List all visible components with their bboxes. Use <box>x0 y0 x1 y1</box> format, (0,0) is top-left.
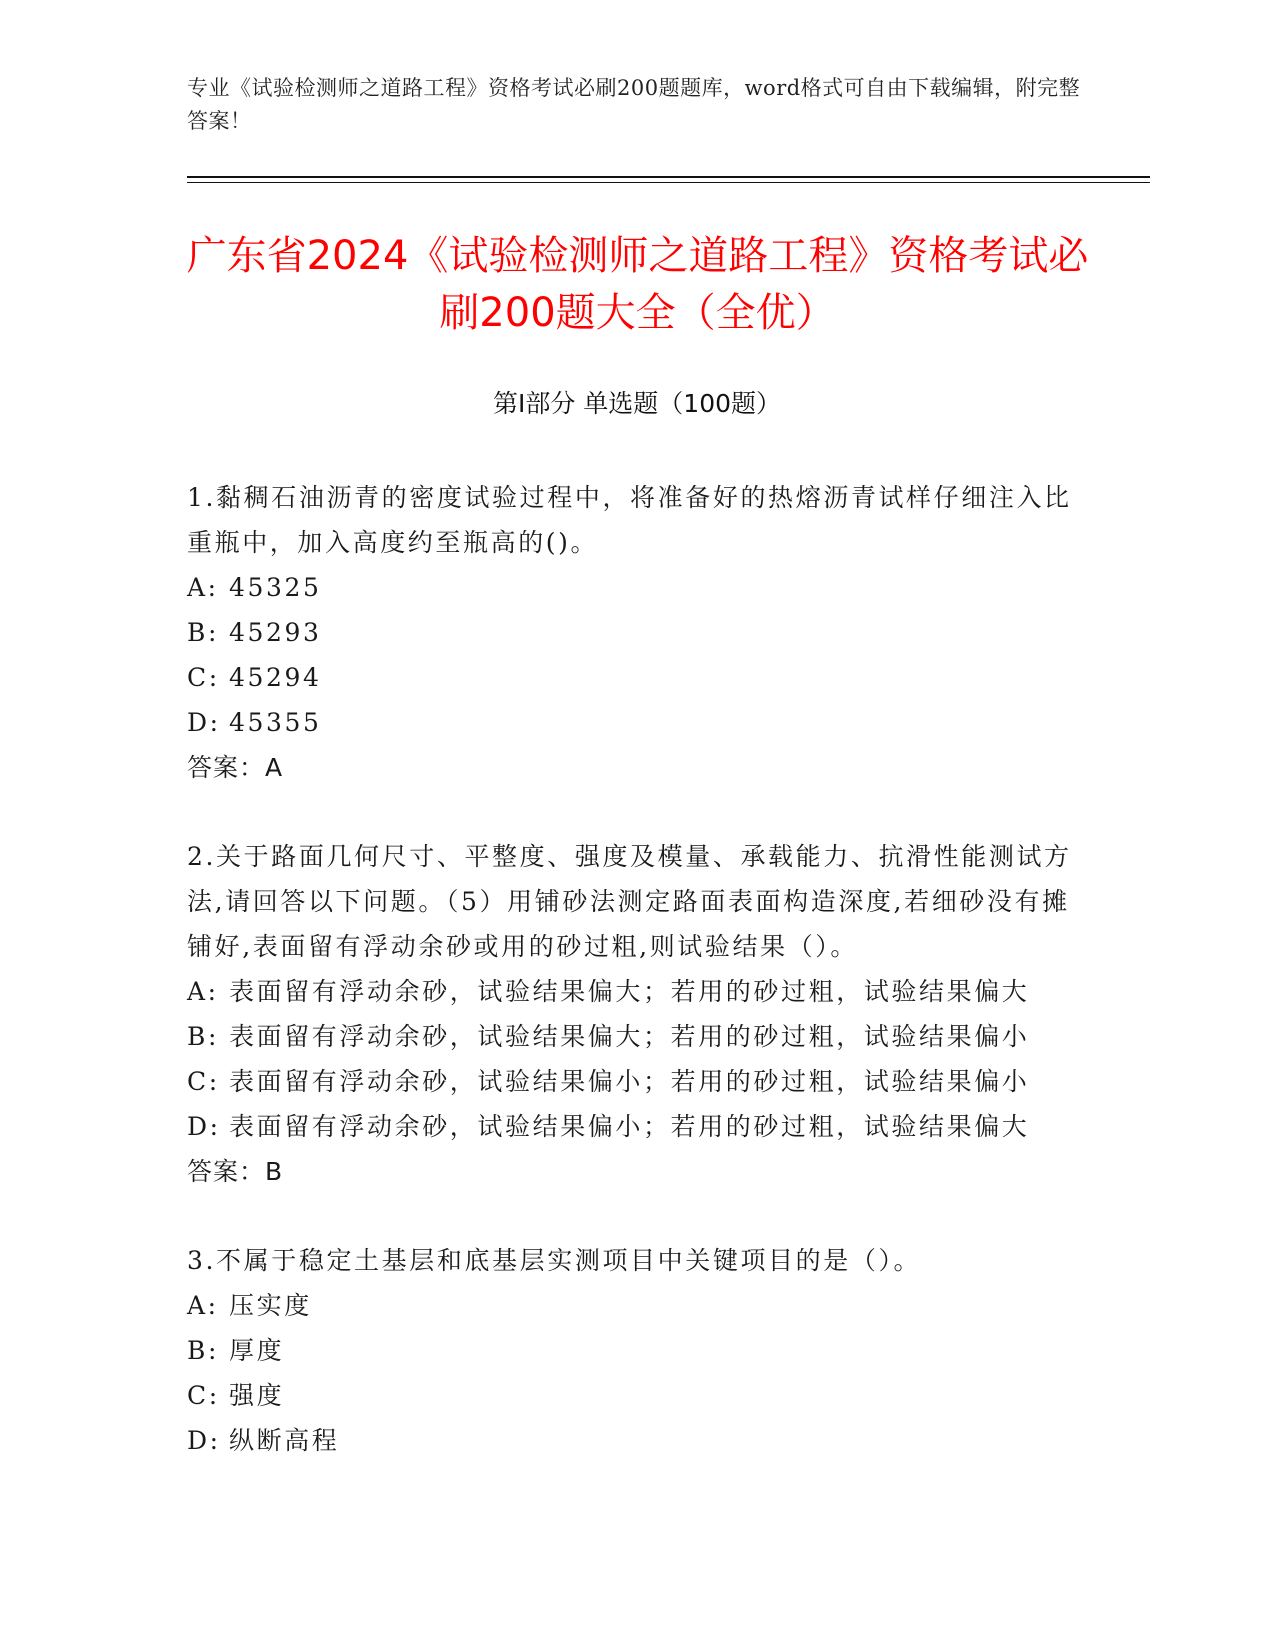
option-c <box>187 1373 1087 1418</box>
option-text: 表面留有浮动余砂，试验结果偏小；若用的砂过粗，试验结果偏大 <box>229 1112 1030 1141</box>
answer-line: 答案：A <box>187 753 284 782</box>
option-d <box>187 1104 1087 1149</box>
option-text: 45355 <box>229 708 322 737</box>
option-d <box>187 700 1087 745</box>
option-letter: C: <box>187 1381 220 1410</box>
document-title: 广东省2024《试验检测师之道路工程》资格考试必刷200题大全（全优） <box>186 233 1089 336</box>
question-stem: 1.黏稠石油沥青的密度试验过程中，将准备好的热熔沥青试样仔细注入比重瓶中，加入高度约至瓶高的()。 <box>187 483 1072 557</box>
option-b <box>187 610 1087 655</box>
question-3 <box>187 1238 1087 1463</box>
option-c <box>187 655 1087 700</box>
option-text: 纵断高程 <box>229 1426 340 1455</box>
option-letter: B: <box>187 1022 219 1051</box>
question-2 <box>187 834 1087 1194</box>
option-b <box>187 1328 1087 1373</box>
option-letter: C: <box>187 1067 220 1096</box>
option-b <box>187 1014 1087 1059</box>
answer-line: 答案：B <box>187 1157 284 1186</box>
question-1 <box>187 475 1087 790</box>
option-text: 厚度 <box>229 1336 285 1365</box>
question-list <box>187 475 1087 1507</box>
section-title: 第Ⅰ部分 单选题（100题） <box>492 389 782 418</box>
header-divider-thin <box>187 182 1150 183</box>
option-text: 45293 <box>229 618 322 647</box>
option-text: 45325 <box>229 573 322 602</box>
option-letter: D: <box>187 708 221 737</box>
header-divider-thick <box>187 176 1150 178</box>
question-stem: 3.不属于稳定土基层和底基层实测项目中关键项目的是（）。 <box>187 1246 922 1275</box>
option-a <box>187 969 1087 1014</box>
option-a <box>187 565 1087 610</box>
option-letter: C: <box>187 663 220 692</box>
option-letter: B: <box>187 618 219 647</box>
option-letter: D: <box>187 1112 221 1141</box>
option-text: 45294 <box>229 663 322 692</box>
option-letter: A: <box>187 1291 219 1320</box>
option-text: 表面留有浮动余砂，试验结果偏大；若用的砂过粗，试验结果偏大 <box>229 977 1030 1006</box>
option-d <box>187 1418 1087 1463</box>
option-text: 强度 <box>229 1381 285 1410</box>
option-letter: B: <box>187 1336 219 1365</box>
header-note: 专业《试验检测师之道路工程》资格考试必刷200题题库，word格式可自由下载编辑，附完整答案！ <box>187 76 1081 133</box>
option-c <box>187 1059 1087 1104</box>
option-text: 表面留有浮动余砂，试验结果偏小；若用的砂过粗，试验结果偏小 <box>229 1067 1030 1096</box>
option-letter: A: <box>187 573 219 602</box>
option-letter: A: <box>187 977 219 1006</box>
option-a <box>187 1283 1087 1328</box>
option-letter: D: <box>187 1426 221 1455</box>
option-text: 表面留有浮动余砂，试验结果偏大；若用的砂过粗，试验结果偏小 <box>229 1022 1030 1051</box>
option-text: 压实度 <box>229 1291 312 1320</box>
question-stem: 2.关于路面几何尺寸、平整度、强度及模量、承载能力、抗滑性能测试方法,请回答以下问题。（5）用铺砂法测定路面表面构造深度,若细砂没有摊铺好,表面留有浮动余砂或用的砂过粗,则试验结果（）。 <box>187 842 1072 961</box>
